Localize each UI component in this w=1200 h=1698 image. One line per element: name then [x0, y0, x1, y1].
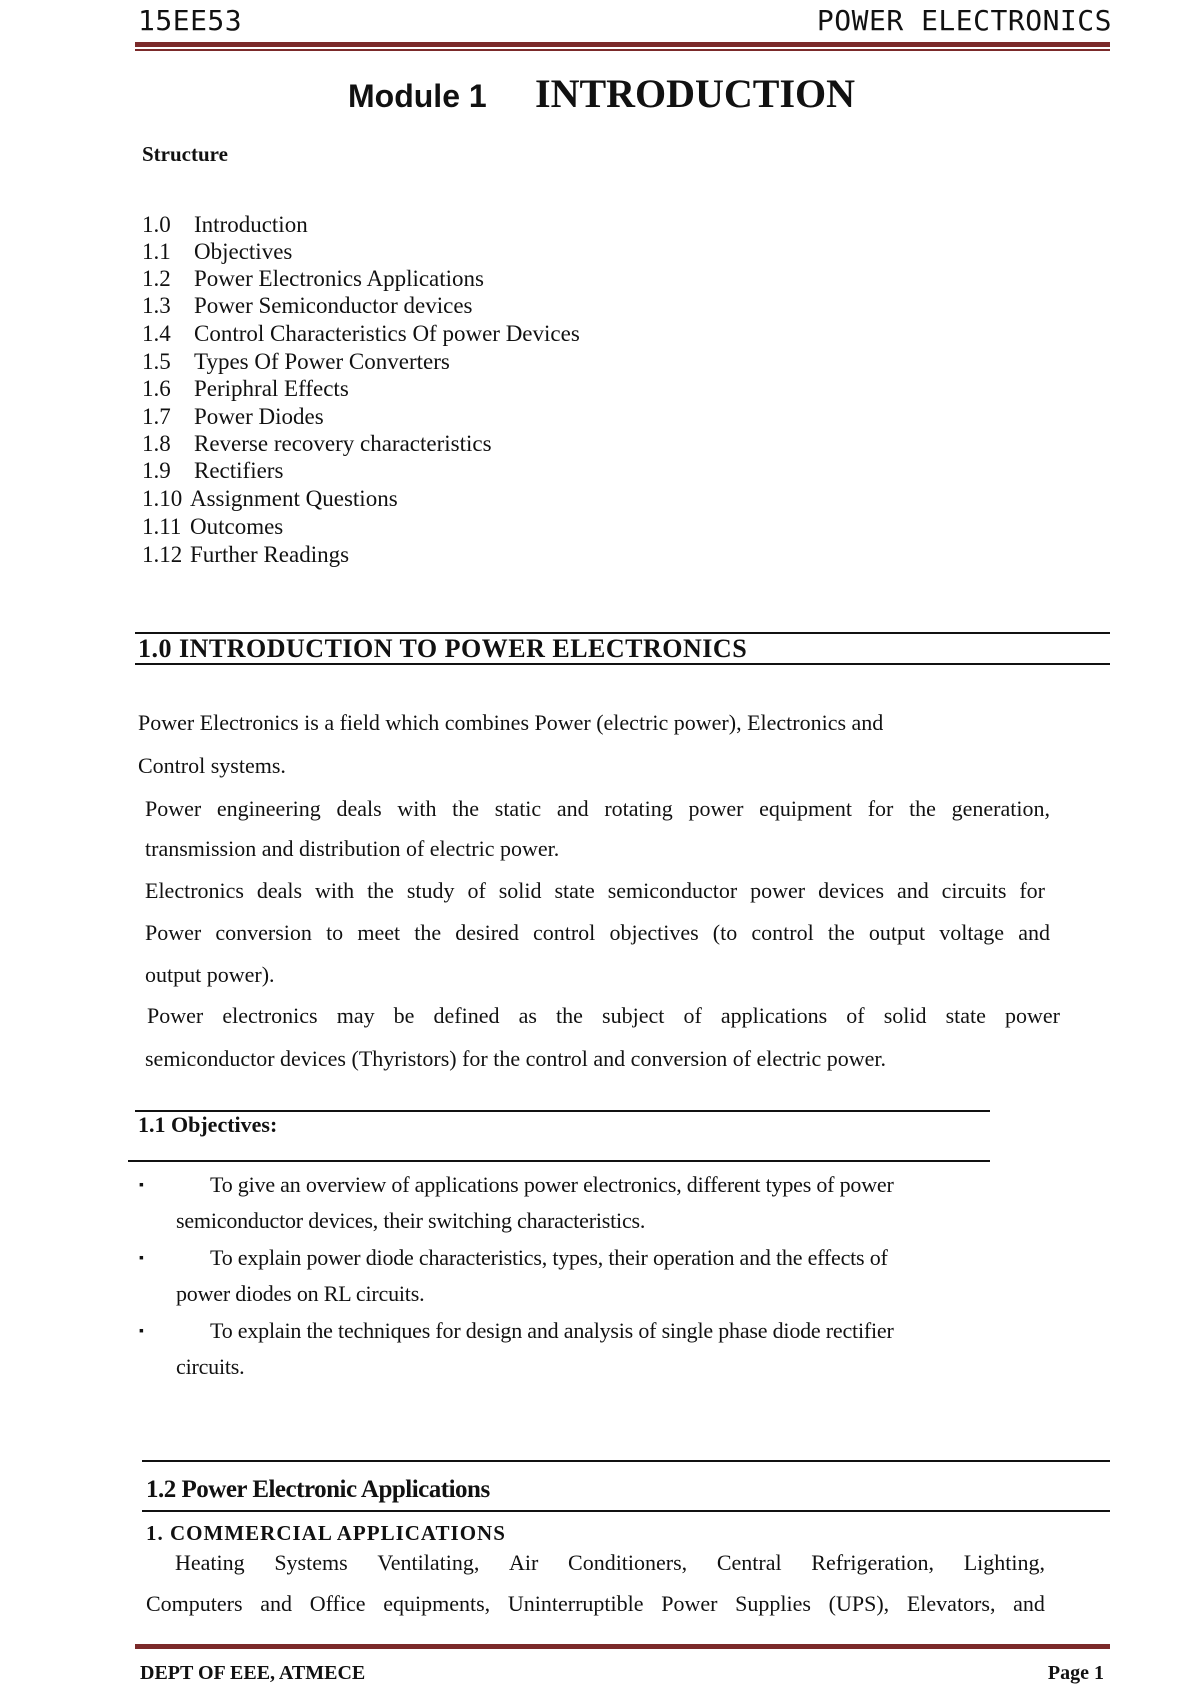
structure-item-number: 1.8	[142, 431, 171, 456]
word: Heating	[175, 1550, 245, 1575]
structure-item-number: 1.2	[142, 266, 171, 291]
page-number: Page 1	[1047, 1662, 1104, 1684]
structure-item-number: 1.6	[142, 376, 171, 401]
structure-item-number: 1.11	[142, 514, 182, 539]
intro-paragraph-line: Electronics deals with the study of solid state semiconductor power devices and circuits for	[145, 878, 1045, 903]
structure-item	[142, 212, 308, 238]
structure-item-number: 1.10	[142, 486, 183, 511]
bullet-icon: ▪	[139, 1178, 144, 1193]
word: Ventilating,	[377, 1550, 480, 1575]
word: (UPS),	[828, 1591, 890, 1616]
header-subject: POWER ELECTRONICS	[816, 4, 1112, 37]
objective-item-line2: power diodes on RL circuits.	[176, 1281, 425, 1306]
applications-line-2	[146, 1591, 1045, 1617]
structure-item-number: 1.3	[142, 293, 171, 318]
word: Computers	[146, 1591, 243, 1616]
structure-item-number: 1.1	[142, 239, 171, 264]
word: Lighting,	[963, 1550, 1045, 1575]
structure-item-label: Power Electronics Applications	[194, 266, 484, 291]
structure-item	[142, 458, 283, 484]
objective-item-line2: circuits.	[176, 1354, 245, 1379]
bullet-icon: ▪	[139, 1324, 144, 1339]
intro-paragraph-line: Power electronics may be defined as the subject of applications of solid state power	[147, 1003, 1060, 1028]
intro-paragraph-line: Power conversion to meet the desired control objectives (to control the output voltage and	[145, 920, 1050, 945]
objective-item-line1: To give an overview of applications power electronics, different types of power	[210, 1172, 894, 1197]
word: Refrigeration,	[811, 1550, 935, 1575]
word: Supplies	[735, 1591, 811, 1616]
applications-line-1-text	[175, 1550, 1045, 1576]
intro-paragraph-line: Power engineering deals with the static and rotating power equipment for the generation,	[145, 796, 1050, 821]
structure-item-label: Periphral Effects	[194, 376, 349, 401]
structure-item-label: Assignment Questions	[190, 486, 398, 511]
structure-item-label: Power Semiconductor devices	[194, 293, 473, 318]
structure-item	[142, 349, 450, 375]
intro-paragraph-line: Control systems.	[138, 753, 286, 778]
footer-rule	[135, 1644, 1110, 1649]
structure-item	[142, 376, 349, 402]
objective-item-line2: semiconductor devices, their switching characteristics.	[176, 1208, 646, 1233]
word: equipments,	[383, 1591, 491, 1616]
structure-item-label: Reverse recovery characteristics	[194, 431, 492, 456]
objectives-heading: 1.1 Objectives:	[138, 1112, 278, 1137]
applications-rule-top	[142, 1460, 1110, 1462]
structure-item-number: 1.9	[142, 458, 171, 483]
structure-item	[142, 404, 324, 430]
structure-item-label: Objectives	[194, 239, 293, 264]
intro-paragraph-line: output power).	[145, 962, 275, 987]
footer-dept: DEPT OF EEE, ATMECE	[140, 1662, 366, 1684]
word: Power	[661, 1591, 718, 1616]
header-course-code: 15EE53	[138, 4, 243, 37]
header-rule	[135, 42, 1110, 47]
structure-item-label: Outcomes	[190, 514, 284, 539]
structure-item	[142, 293, 472, 319]
word: Central	[716, 1550, 782, 1575]
intro-paragraph-line: Power Electronics is a field which combines Power (electric power), Electronics and	[138, 710, 884, 735]
structure-item-label: Further Readings	[190, 542, 350, 567]
structure-item	[142, 321, 580, 347]
structure-item	[142, 431, 492, 457]
applications-line-1	[175, 1550, 1045, 1576]
bullet-icon: ▪	[139, 1251, 144, 1266]
word: and	[1013, 1591, 1045, 1616]
structure-item-number: 1.5	[142, 349, 171, 374]
word: Uninterruptible	[507, 1591, 644, 1616]
structure-heading: Structure	[142, 142, 228, 166]
applications-heading: 1.2 Power Electronic Applications	[146, 1476, 490, 1503]
word: Office	[309, 1591, 366, 1616]
intro-paragraph-line: semiconductor devices (Thyristors) for the control and conversion of electric power.	[145, 1046, 887, 1071]
word: Air	[509, 1550, 539, 1575]
structure-item-label: Power Diodes	[194, 404, 324, 429]
structure-item-label: Types Of Power Converters	[194, 349, 450, 374]
objective-item-line1: To explain the techniques for design and analysis of single phase diode rectifier	[210, 1318, 894, 1343]
structure-item	[142, 239, 292, 265]
structure-item	[142, 266, 484, 292]
commercial-applications-heading: 1. COMMERCIAL APPLICATIONS	[146, 1521, 506, 1545]
structure-item-number: 1.4	[142, 321, 171, 346]
structure-item	[142, 514, 283, 540]
page-title: INTRODUCTION	[535, 71, 856, 116]
header-rule-thin	[135, 49, 1110, 51]
structure-item-number: 1.7	[142, 404, 171, 429]
word: Elevators,	[906, 1591, 996, 1616]
structure-item-label: Introduction	[194, 212, 308, 237]
objective-item-line1: To explain power diode characteristics, types, their operation and the effects of	[210, 1245, 888, 1270]
applications-line-2-text	[146, 1591, 1045, 1617]
structure-item-label: Control Characteristics Of power Devices	[194, 321, 580, 346]
structure-item-label: Rectifiers	[194, 458, 284, 483]
structure-item	[142, 486, 398, 512]
applications-rule-bottom	[142, 1510, 1110, 1512]
structure-item-number: 1.12	[142, 542, 183, 567]
objectives-rule-bottom	[128, 1160, 990, 1162]
word: Systems	[274, 1550, 348, 1575]
module-label: Module 1	[348, 78, 487, 114]
structure-item	[142, 542, 349, 568]
section-rule-bottom	[135, 663, 1110, 665]
intro-paragraph-line: transmission and distribution of electric power.	[145, 836, 560, 861]
word: and	[260, 1591, 293, 1616]
word: Conditioners,	[568, 1550, 688, 1575]
section-heading-intro: 1.0 INTRODUCTION TO POWER ELECTRONICS	[138, 634, 748, 663]
structure-item-number: 1.0	[142, 212, 171, 237]
